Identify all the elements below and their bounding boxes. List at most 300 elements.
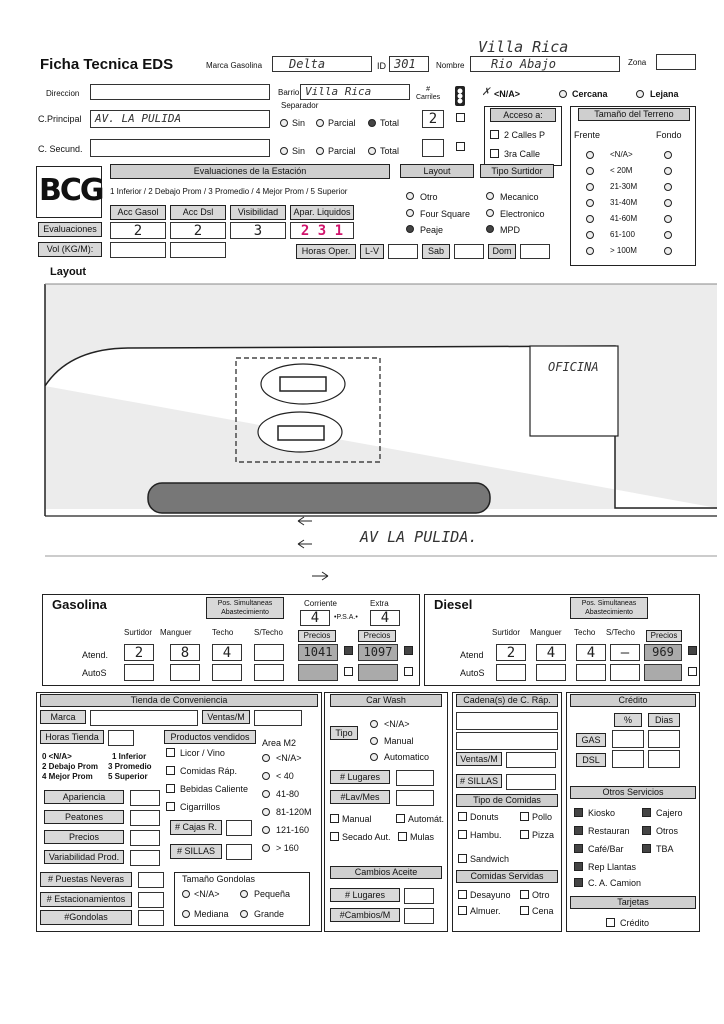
gasolina-atend-label: Atend. [82,650,109,660]
separador2-total-radio[interactable] [368,147,376,155]
calles-p-check[interactable] [490,130,499,139]
gasolina-atend-cell-2[interactable] [212,644,242,661]
acceso-header: Acceso a: [490,108,556,122]
diesel-pos-sim-header: Pos. Simultaneas Abastecimiento [570,597,648,619]
gondolas-field[interactable] [138,910,164,926]
lv-label: L-V [360,244,384,259]
id-label: ID [377,61,386,71]
cadenas-sillas-field[interactable] [506,774,556,790]
carriles-check[interactable] [456,113,465,122]
almuer-check[interactable] [458,906,467,915]
gasolina-atend-cell-5[interactable] [358,644,398,661]
otro-servicio-check-2[interactable] [574,826,583,835]
nombre-field[interactable] [470,56,620,72]
otro-servicio-check-6[interactable] [574,862,583,871]
gasolina-pos-sim-header: Pos. Simultaneas Abastecimiento [206,597,284,619]
desayuno-label: Desayuno [470,890,511,900]
acc-dsl-col: Acc Dsl [170,205,226,220]
gasolina-autos-cell-2[interactable] [212,664,242,681]
otro-servicio-check-0[interactable] [574,808,583,817]
terreno-option-0: <N/A> [610,150,633,159]
otro-servicio-check-1[interactable] [642,808,651,817]
frente-radio-3[interactable] [586,199,594,207]
otro-servicio-label-0: Kiosko [588,808,616,818]
terreno-option-1: < 20M [610,166,633,175]
area-radio-5[interactable] [262,844,270,852]
nombre-label: Nombre [436,61,465,70]
layout-peaje-label: Peaje [420,225,444,235]
apar-liquidos-field[interactable] [290,222,354,239]
tienda-eval-field-0[interactable] [130,790,160,806]
gasolina-autos-cell-0[interactable] [124,664,154,681]
gasolina-atend-value-4: 1041 [303,645,333,659]
dom-label: Dom [488,244,516,259]
gasolina-autos-cell-1[interactable] [170,664,200,681]
carwash-automat-check[interactable] [396,814,405,823]
diesel-col-3: S/Techo [606,628,635,637]
credito-dsl-pct-field[interactable] [612,750,644,768]
sandwich-label: Sandwich [470,854,510,864]
fondo-radio-4[interactable] [664,215,672,223]
producto-label-3: Cigarrillos [180,802,221,812]
gasolina-autos-cell-5[interactable] [358,664,398,681]
tienda-eval-label-3: Variabilidad Prod. [44,850,124,864]
pizza-label: Pizza [532,830,555,840]
evaluaciones-row-label: Evaluaciones [38,222,102,237]
gondola-mediana-label: Mediana [194,909,229,919]
tienda-eval-field-3[interactable] [130,850,160,866]
corriente-value: 4 [310,610,320,626]
frente-label: Frente [574,130,601,140]
scale-line-5: 5 Superior [108,772,148,781]
otro-servicio-label-3: Otros [656,826,679,836]
tienda-sillas-field[interactable] [226,844,252,860]
gondola-pequena-label: Pequeña [254,889,291,899]
gasolina-atend-value-5: 1097 [363,645,393,659]
diesel-atend-cell-0[interactable] [496,644,526,661]
separador-parcial-radio[interactable] [316,119,324,127]
marca-value: Delta [289,57,326,71]
cadenas-header: Cadena(s) de C. Ráp. [456,694,558,707]
estacionamientos-label: # Estacionamientos [40,892,132,907]
diesel-col-1: Manguer [530,628,562,637]
cajas-label: # Cajas R. [170,820,222,835]
otro-check[interactable] [520,890,529,899]
frente-radio-2[interactable] [586,183,594,191]
extra-label: Extra [370,599,389,608]
otro-servicio-check-7[interactable] [574,878,583,887]
total-label: Total [380,118,400,128]
tienda-ventas-field[interactable] [254,710,302,726]
frente-radio-5[interactable] [586,231,594,239]
producto-check-1[interactable] [166,766,175,775]
cambios-lugares-label: # Lugares [330,888,400,902]
bcg-logo-text: BCG [39,173,103,208]
cambios-m-field[interactable] [404,908,434,924]
apar-liquidos-value: 2 3 1 [300,223,344,239]
gasolina-corriente-autos-check[interactable] [344,667,353,676]
scale-line-4: 4 Mejor Prom [42,772,93,781]
cambios-lugares-field[interactable] [404,888,434,904]
productos-header: Productos vendidos [164,730,256,744]
otro-servicio-label-6: Rep Llantas [588,862,637,872]
diesel-autos-cell-1[interactable] [536,664,566,681]
street-label: AV LA PULIDA. [360,528,478,546]
area-radio-0[interactable] [262,754,270,762]
zona-field[interactable] [656,54,696,70]
access-na-label: <N/A> [494,89,521,99]
carwash-tipo-label: Tipo [330,726,358,740]
separador-sin-radio[interactable] [280,119,288,127]
carwash-lav-field[interactable] [396,790,434,806]
frente-radio-0[interactable] [586,151,594,159]
carwash-manual-check[interactable] [330,814,339,823]
corriente-field[interactable] [300,610,330,626]
diesel-atend-cell-3[interactable] [610,644,640,661]
separador2-parcial-radio[interactable] [316,147,324,155]
acc-dsl-value: 2 [193,223,203,239]
otro-servicio-check-4[interactable] [574,844,583,853]
vol-field-2[interactable] [170,242,226,258]
producto-check-3[interactable] [166,802,175,811]
otro-servicio-label-2: Restauran [588,826,630,836]
tienda-marca-field[interactable] [90,710,198,726]
carwash-na-radio[interactable] [370,720,378,728]
gondola-grande-radio[interactable] [240,910,248,918]
diesel-autos-check[interactable] [688,667,697,676]
carwash-header: Car Wash [330,694,442,707]
surtidor-mecanico-label: Mecanico [500,192,539,202]
scale-line-3: 3 Promedio [108,762,152,771]
tarjetas-credito-label: Crédito [620,918,650,928]
diesel-atend-value-1: 4 [546,645,556,661]
carwash-lugares-field[interactable] [396,770,434,786]
diesel-autos-label: AutoS [460,668,485,678]
otro-servicio-label-4: Café/Bar [588,844,624,854]
carriles2-check[interactable] [456,142,465,151]
gasolina-col-2: Techo [212,628,234,637]
diesel-atend-cell-4[interactable] [644,644,682,661]
fondo-radio-6[interactable] [664,247,672,255]
gasolina-title: Gasolina [52,597,107,612]
calles-p-label: 2 Calles P [504,130,546,140]
carwash-mulas-label: Mulas [410,832,435,842]
surtidor-electronico-label: Electronico [500,209,545,219]
lejana-radio[interactable] [636,90,644,98]
barrio-value: Villa Rica [305,85,372,98]
fondo-radio-2[interactable] [664,183,672,191]
producto-label-1: Comidas Ráp. [180,766,238,776]
parcial2-label: Parcial [328,146,356,156]
tienda-horas-field[interactable] [108,730,134,746]
carwash-lugares-label: # Lugares [330,770,390,784]
diesel-atend-value-2: 4 [586,645,596,661]
otros-servicios-header: Otros Servicios [570,786,696,799]
otro-servicio-label-5: TBA [656,844,674,854]
cadenas-sillas-label: # SILLAS [456,774,502,788]
hambu-label: Hambu. [470,830,502,840]
marca-field[interactable] [272,56,372,72]
diesel-precio-check[interactable] [688,646,697,655]
psa-label: •P.S.A.• [334,614,358,621]
page-title: Ficha Tecnica EDS [40,56,174,73]
tipo-comidas-header: Tipo de Comidas [456,794,558,807]
credito-pct-label: % [614,713,642,727]
tienda-sillas-label: # SILLAS [170,844,222,859]
acc-dsl-field[interactable] [170,222,226,239]
carriles-label: # Carriles [416,86,441,101]
dom-field[interactable] [520,244,550,259]
cercana-label: Cercana [572,89,608,99]
gasolina-autos-cell-4[interactable] [298,664,338,681]
carwash-automatico-radio[interactable] [370,753,378,761]
otro-servicio-check-5[interactable] [642,844,651,853]
c-secund-field[interactable] [90,139,270,157]
diesel-atend-value-4: 969 [652,645,674,659]
gondola-mediana-radio[interactable] [182,910,190,918]
area-label-1: < 40 [276,771,294,781]
nombre-top-value: Villa Rica [478,38,569,56]
comidas-servidas-header: Comidas Servidas [456,870,558,883]
bcg-logo [36,166,102,218]
area-radio-3[interactable] [262,808,270,816]
cadenas-field-1[interactable] [456,712,558,730]
tienda-eval-label-2: Precios [44,830,124,844]
sandwich-check[interactable] [458,854,467,863]
layout-otro-label: Otro [420,192,438,202]
cambios-header: Cambios Aceite [330,866,442,879]
acc-gasol-field[interactable] [110,222,166,239]
barrio-label: Barrio [278,88,300,97]
cena-label: Cena [532,906,554,916]
gasolina-atend-value-2: 4 [222,645,232,661]
area-label-4: 121-160 [276,825,310,835]
lv-field[interactable] [388,244,418,259]
diesel-col-4: Precios [646,630,682,642]
credito-dias-label: Dias [648,713,680,727]
area-label-2: 41-80 [276,789,300,799]
visibilidad-field[interactable] [230,222,286,239]
gasolina-extra-check[interactable] [404,646,413,655]
diesel-autos-cell-2[interactable] [576,664,606,681]
apar-liquidos-col: Apar. Liquidos [290,205,354,220]
tienda-eval-label-0: Apariencia [44,790,124,804]
tercera-calle-check[interactable] [490,149,499,158]
area-label: Area M2 [262,738,297,748]
scale-line-2: 2 Debajo Prom [42,762,99,771]
otro-label: Otro [532,890,550,900]
gasolina-atend-value-1: 8 [180,645,190,661]
cadenas-ventas-field[interactable] [506,752,556,768]
pollo-label: Pollo [532,812,553,822]
sab-label: Sab [422,244,450,259]
fondo-radio-5[interactable] [664,231,672,239]
visibilidad-value: 3 [253,223,263,239]
gasolina-atend-cell-4[interactable] [298,644,338,661]
marca-label: Marca Gasolina [206,61,263,70]
tarjetas-header: Tarjetas [570,896,696,909]
producto-check-2[interactable] [166,784,175,793]
direccion-label: Direccion [46,89,80,98]
layout-peaje-radio[interactable] [406,225,414,233]
carwash-na-label: <N/A> [384,719,410,729]
fondo-radio-3[interactable] [664,199,672,207]
almuer-label: Almuer. [470,906,501,916]
c-principal-field[interactable] [90,110,270,128]
carwash-secado-check[interactable] [330,832,339,841]
sin-label: Sin [292,118,306,128]
tarjetas-credito-check[interactable] [606,918,615,927]
fondo-radio-0[interactable] [664,151,672,159]
pizza-check[interactable] [520,830,529,839]
gondola-grande-label: Grande [254,909,285,919]
diesel-atend-cell-2[interactable] [576,644,606,661]
surtidor-mpd-radio[interactable] [486,225,494,233]
scale-line-0: 0 <N/A> [42,752,72,761]
barrio-field[interactable] [300,84,410,100]
terreno-option-5: 61-100 [610,230,635,239]
gasolina-atend-cell-3[interactable] [254,644,284,661]
producto-check-0[interactable] [166,748,175,757]
access-mark: ✗ [482,84,490,99]
id-field[interactable] [389,56,429,72]
layout-four-square-label: Four Square [420,209,471,219]
fondo-radio-1[interactable] [664,167,672,175]
credito-gas-pct-field[interactable] [612,730,644,748]
otro-servicio-check-3[interactable] [642,826,651,835]
total2-label: Total [380,146,400,156]
area-label-5: > 160 [276,843,299,853]
separador2-sin-radio[interactable] [280,147,288,155]
diesel-atend-value-3: — [620,645,630,661]
extra-value: 4 [380,610,390,626]
carwash-automatico-label: Automatico [384,752,430,762]
frente-radio-4[interactable] [586,215,594,223]
credito-dsl-label: DSL [576,753,606,767]
area-radio-4[interactable] [262,826,270,834]
area-label-3: 81-120M [276,807,312,817]
oficina-label: OFICINA [548,360,599,374]
surtidor-mecanico-radio[interactable] [486,192,494,200]
cercana-radio[interactable] [559,90,567,98]
area-radio-1[interactable] [262,772,270,780]
cena-check[interactable] [520,906,529,915]
credito-gas-label: GAS [576,733,606,747]
c-principal-value: AV. LA PULIDA [95,112,182,125]
carwash-lav-label: #Lav/Mes [330,790,390,804]
donuts-check[interactable] [458,812,467,821]
tienda-marca-label: Marca [40,710,86,724]
vol-label: Vol (KG/M): [38,242,102,257]
surtidor-electronico-radio[interactable] [486,209,494,217]
direccion-field[interactable] [90,84,270,100]
sin2-label: Sin [292,146,306,156]
gasolina-corriente-check[interactable] [344,646,353,655]
credito-gas-dias-field[interactable] [648,730,680,748]
layout-four-square-radio[interactable] [406,209,414,217]
sketch-title: Layout [50,266,87,278]
frente-radio-1[interactable] [586,167,594,175]
tienda-eval-field-2[interactable] [130,830,160,846]
gasolina-autos-cell-3[interactable] [254,664,284,681]
tercera-calle-label: 3ra Calle [504,149,541,159]
terreno-option-4: 41-60M [610,214,638,223]
horas-oper-label: Horas Oper. [296,244,356,259]
credito-dsl-dias-field[interactable] [648,750,680,768]
area-radio-2[interactable] [262,790,270,798]
carwash-mulas-check[interactable] [398,832,407,841]
estacionamientos-field[interactable] [138,892,164,908]
producto-label-0: Licor / Vino [180,748,225,758]
cadenas-ventas-label: Ventas/M [456,752,502,766]
c-principal-label: C.Principal [38,114,82,124]
layout-otro-radio[interactable] [406,192,414,200]
neveras-field[interactable] [138,872,164,888]
gasolina-col-0: Surtidor [124,628,153,637]
diesel-autos-cell-4[interactable] [644,664,682,681]
tienda-ventas-label: Ventas/M [202,710,250,724]
sab-field[interactable] [454,244,484,259]
pollo-check[interactable] [520,812,529,821]
separador-total-radio[interactable] [368,119,376,127]
gondola-na-radio[interactable] [182,890,190,898]
evaluaciones-scale: 1 Inferior / 2 Debajo Prom / 3 Promedio / 4 Mejor Prom / 5 Superior [110,187,348,196]
separador-label: Separador [281,101,319,110]
tienda-horas-label: Horas Tienda [40,730,104,744]
carwash-secado-label: Secado Aut. [342,832,391,842]
scale-line-1: 1 Inferior [112,752,147,761]
carriles-value: 2 [428,111,438,127]
producto-label-2: Bebidas Caliente [180,784,249,794]
evaluaciones-header: Evaluaciones de la Estación [110,164,390,179]
frente-radio-6[interactable] [586,247,594,255]
tipo-surtidor-header: Tipo Surtidor [480,164,554,178]
gasolina-atend-value-0: 2 [134,645,144,661]
fondo-label: Fondo [656,130,682,140]
tam-gondolas-label: Tamaño Gondolas [182,874,256,884]
gasolina-atend-cell-1[interactable] [170,644,200,661]
desayuno-check[interactable] [458,890,467,899]
traffic-light-icon [452,85,468,107]
diesel-col-0: Surtidor [492,628,521,637]
diesel-atend-label: Atend [460,650,484,660]
cajas-field[interactable] [226,820,252,836]
extra-field[interactable] [370,610,400,626]
gondola-pequena-radio[interactable] [240,890,248,898]
carwash-manual-radio[interactable] [370,737,378,745]
vol-field-1[interactable] [110,242,166,258]
gasolina-atend-cell-0[interactable] [124,644,154,661]
gondolas-label: #Gondolas [40,910,132,925]
diesel-atend-cell-1[interactable] [536,644,566,661]
otro-servicio-label-7: C. A. Camion [588,878,642,888]
gasolina-col-5: Precios [358,630,396,642]
c-secund-label: C. Secund. [38,144,83,154]
carriles-field[interactable] [422,110,444,128]
surtidor-mpd-label: MPD [500,225,520,235]
hambu-check[interactable] [458,830,467,839]
diesel-autos-cell-0[interactable] [496,664,526,681]
tienda-eval-field-1[interactable] [130,810,160,826]
neveras-label: # Puestas Neveras [40,872,132,887]
acc-gasol-value: 2 [133,223,143,239]
diesel-title: Diesel [434,597,473,612]
carriles2-field[interactable] [422,139,444,157]
cadenas-field-2[interactable] [456,732,558,750]
diesel-autos-cell-3[interactable] [610,664,640,681]
area-label-0: <N/A> [276,753,302,763]
gasolina-extra-autos-check[interactable] [404,667,413,676]
